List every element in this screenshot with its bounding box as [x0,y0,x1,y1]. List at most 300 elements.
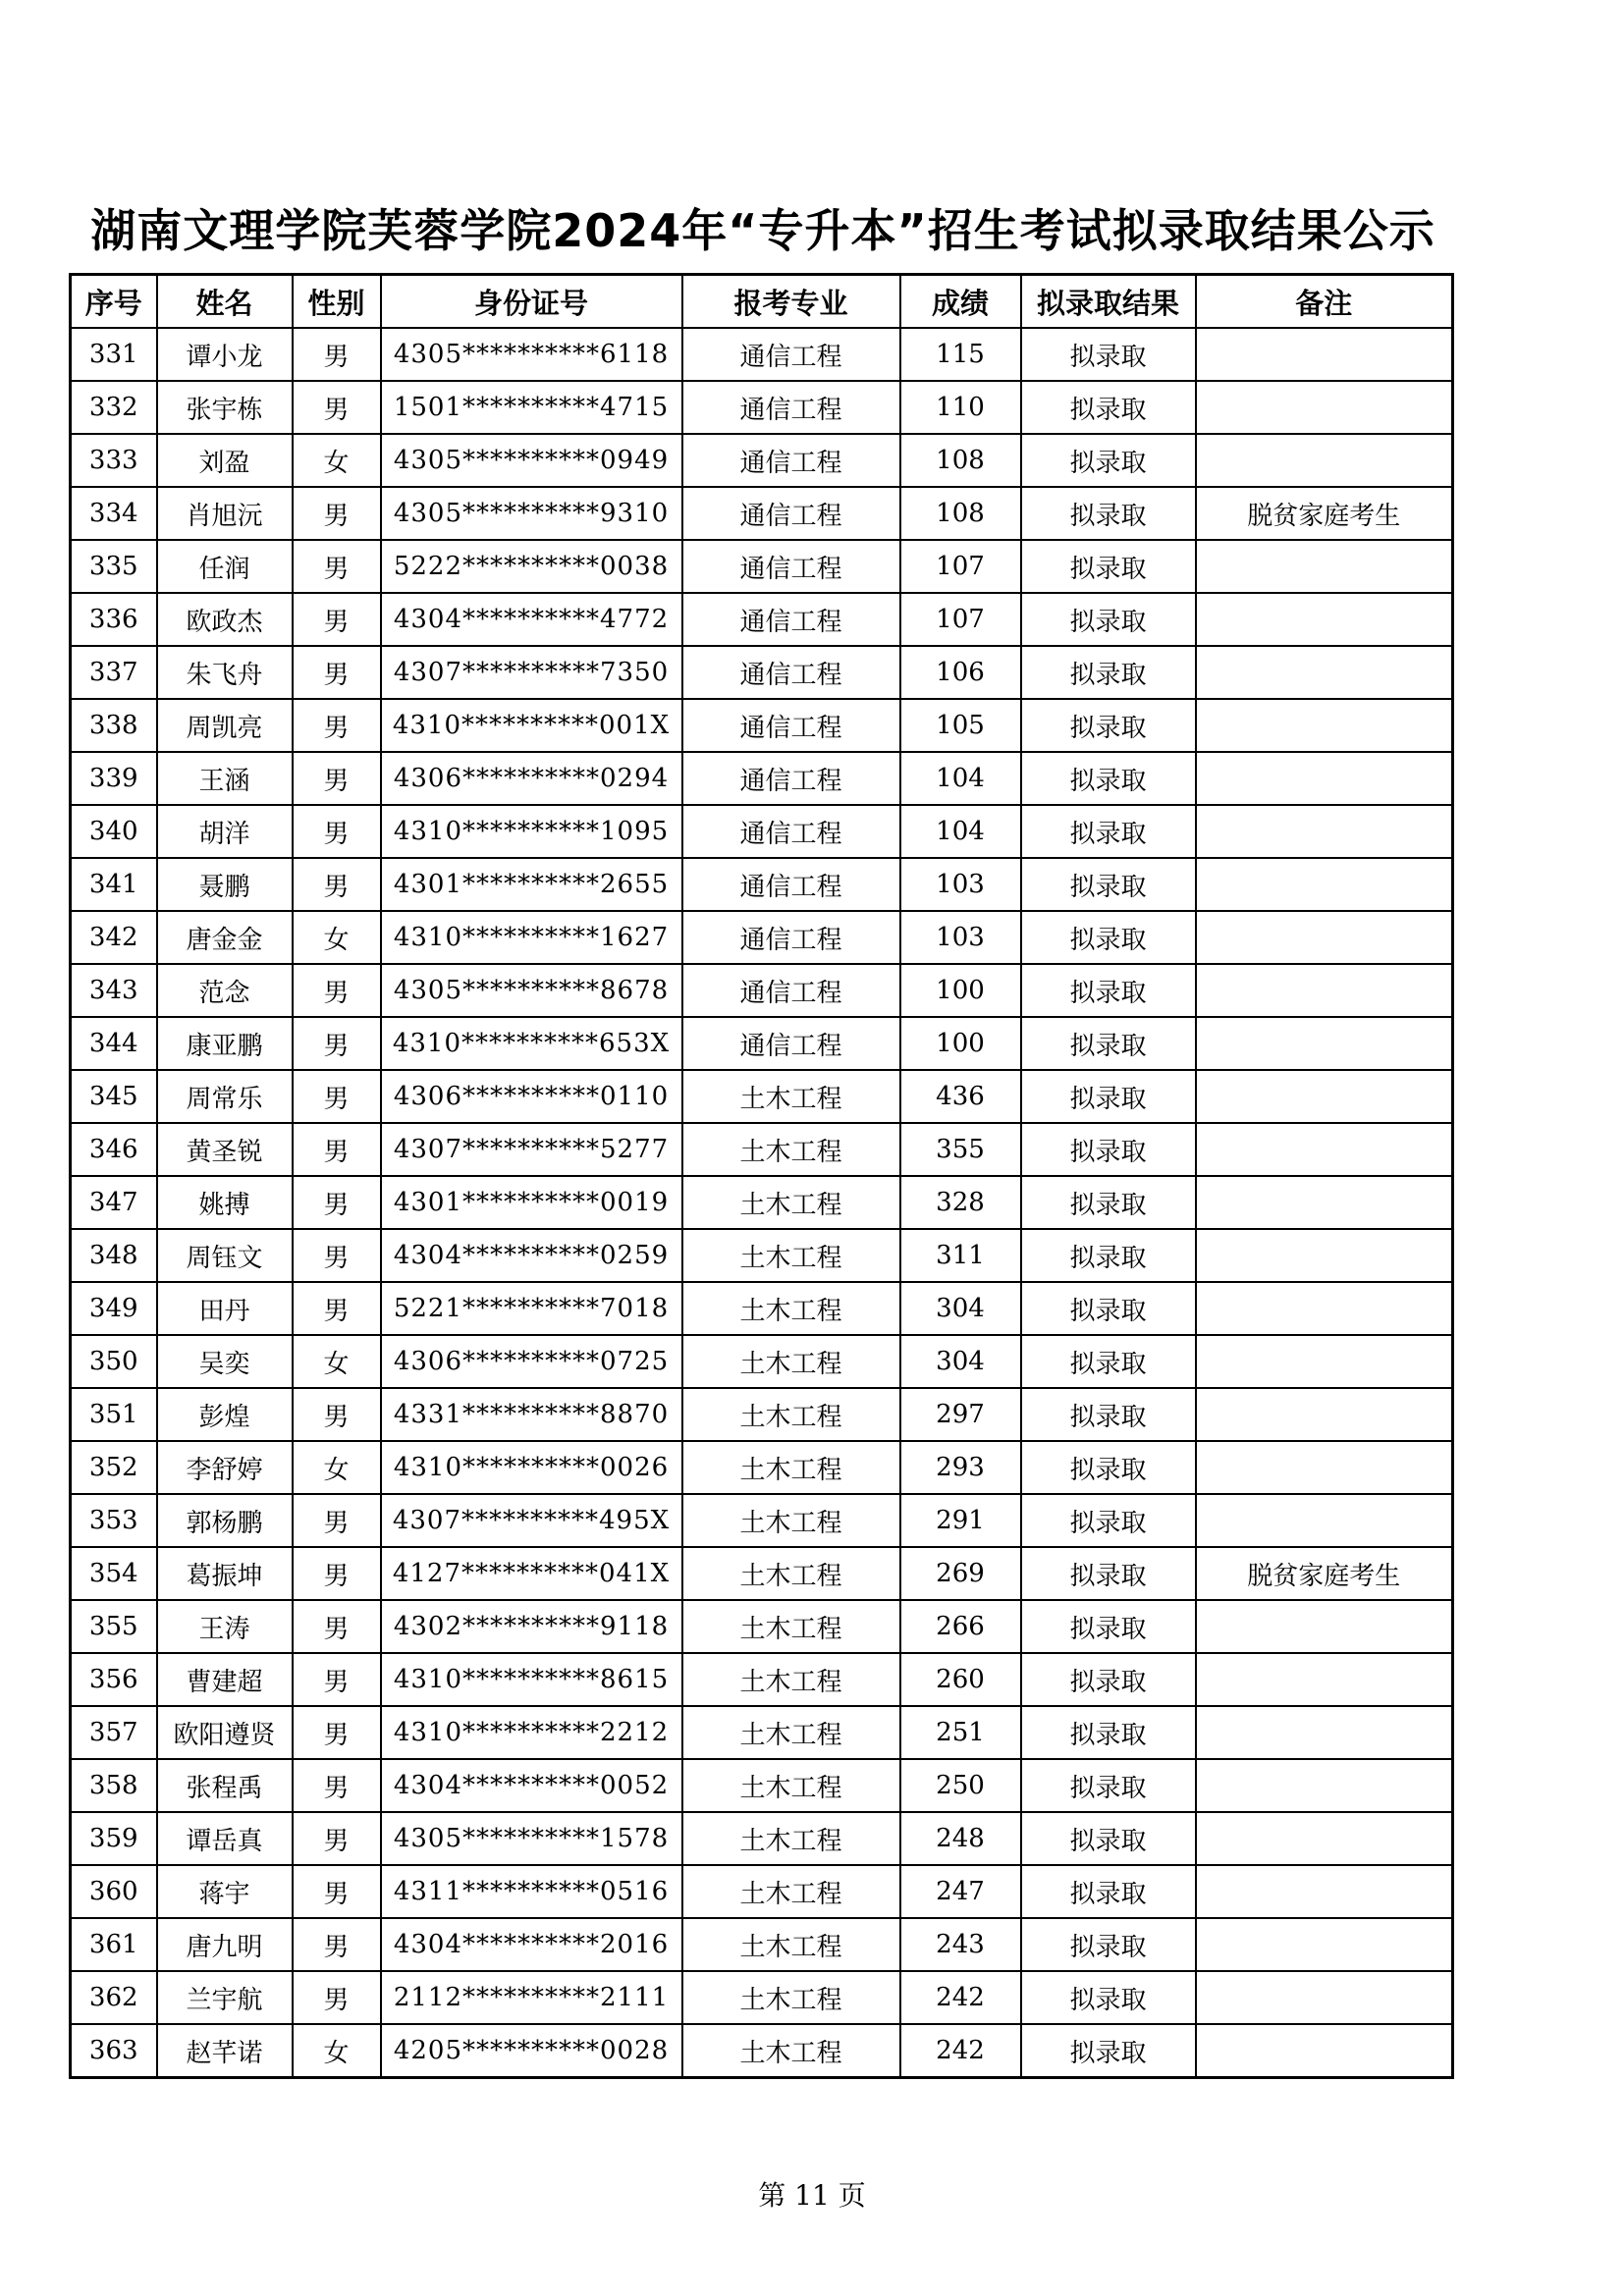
cell-number: 355 [71,1600,157,1653]
cell-note [1196,1441,1453,1494]
table-row [71,858,1453,911]
table-row [71,593,1453,646]
table-row [71,1918,1453,1971]
cell-note [1196,1812,1453,1865]
cell-id-number: 4310**********1627 [381,911,682,964]
cell-gender: 男 [293,487,381,540]
cell-major: 土木工程 [682,1653,900,1706]
cell-id-number: 4310**********0026 [381,1441,682,1494]
cell-name: 肖旭沅 [157,487,293,540]
cell-major: 通信工程 [682,964,900,1017]
cell-name: 张宇栋 [157,381,293,434]
cell-name: 聂鹏 [157,858,293,911]
cell-note [1196,540,1453,593]
cell-number: 353 [71,1494,157,1547]
cell-id-number: 4302**********9118 [381,1600,682,1653]
table-row [71,1229,1453,1282]
cell-score: 269 [900,1547,1021,1600]
cell-number: 344 [71,1017,157,1070]
cell-result: 拟录取 [1021,752,1196,805]
cell-note [1196,1388,1453,1441]
cell-result: 拟录取 [1021,1971,1196,2024]
cell-major: 土木工程 [682,1600,900,1653]
cell-gender: 男 [293,1388,381,1441]
cell-id-number: 5221**********7018 [381,1282,682,1335]
cell-score: 105 [900,699,1021,752]
cell-result: 拟录取 [1021,1706,1196,1759]
cell-name: 任润 [157,540,293,593]
cell-name: 刘盈 [157,434,293,487]
cell-number: 332 [71,381,157,434]
column-header: 序号 [71,275,157,329]
cell-result: 拟录取 [1021,964,1196,1017]
cell-major: 土木工程 [682,2024,900,2078]
cell-gender: 男 [293,858,381,911]
cell-note [1196,1176,1453,1229]
cell-gender: 男 [293,1653,381,1706]
cell-number: 335 [71,540,157,593]
cell-name: 唐九明 [157,1918,293,1971]
cell-gender: 女 [293,1441,381,1494]
cell-note [1196,1070,1453,1123]
cell-id-number: 5222**********0038 [381,540,682,593]
cell-id-number: 4311**********0516 [381,1865,682,1918]
cell-result: 拟录取 [1021,328,1196,381]
cell-result: 拟录取 [1021,646,1196,699]
cell-result: 拟录取 [1021,381,1196,434]
cell-gender: 男 [293,1282,381,1335]
cell-result: 拟录取 [1021,1812,1196,1865]
cell-number: 361 [71,1918,157,1971]
cell-major: 土木工程 [682,1971,900,2024]
cell-gender: 男 [293,805,381,858]
cell-number: 358 [71,1759,157,1812]
cell-score: 297 [900,1388,1021,1441]
cell-name: 彭煌 [157,1388,293,1441]
cell-result: 拟录取 [1021,1388,1196,1441]
table-row [71,1388,1453,1441]
cell-result: 拟录取 [1021,1017,1196,1070]
cell-note [1196,964,1453,1017]
cell-id-number: 4305**********8678 [381,964,682,1017]
cell-note [1196,646,1453,699]
cell-note [1196,1865,1453,1918]
cell-score: 100 [900,964,1021,1017]
column-header: 性别 [293,275,381,329]
cell-result: 拟录取 [1021,1123,1196,1176]
cell-id-number: 4305**********9310 [381,487,682,540]
table-row [71,1706,1453,1759]
table-row [71,1494,1453,1547]
cell-major: 土木工程 [682,1812,900,1865]
cell-score: 291 [900,1494,1021,1547]
cell-result: 拟录取 [1021,1282,1196,1335]
cell-major: 土木工程 [682,1441,900,1494]
cell-score: 247 [900,1865,1021,1918]
cell-score: 250 [900,1759,1021,1812]
cell-result: 拟录取 [1021,699,1196,752]
table-row [71,328,1453,381]
cell-note [1196,1600,1453,1653]
cell-gender: 女 [293,2024,381,2078]
cell-name: 范念 [157,964,293,1017]
page-number: 第 11 页 [758,2179,866,2212]
cell-id-number: 4310**********001X [381,699,682,752]
cell-major: 通信工程 [682,911,900,964]
cell-gender: 女 [293,1335,381,1388]
cell-name: 康亚鹏 [157,1017,293,1070]
table-row [71,1017,1453,1070]
cell-number: 333 [71,434,157,487]
cell-gender: 男 [293,1229,381,1282]
table-row [71,1812,1453,1865]
cell-name: 李舒婷 [157,1441,293,1494]
cell-note [1196,328,1453,381]
cell-note: 脱贫家庭考生 [1196,487,1453,540]
cell-name: 周钰文 [157,1229,293,1282]
cell-gender: 男 [293,1494,381,1547]
cell-score: 104 [900,805,1021,858]
cell-major: 通信工程 [682,858,900,911]
cell-gender: 男 [293,752,381,805]
cell-number: 334 [71,487,157,540]
table-row [71,1653,1453,1706]
table-row [71,805,1453,858]
cell-score: 104 [900,752,1021,805]
cell-major: 通信工程 [682,1017,900,1070]
cell-result: 拟录取 [1021,487,1196,540]
cell-note [1196,1123,1453,1176]
table-row [71,1123,1453,1176]
cell-major: 土木工程 [682,1547,900,1600]
table-row [71,2024,1453,2078]
cell-id-number: 4305**********1578 [381,1812,682,1865]
cell-name: 唐金金 [157,911,293,964]
cell-number: 350 [71,1335,157,1388]
cell-score: 242 [900,2024,1021,2078]
cell-id-number: 4307**********5277 [381,1123,682,1176]
cell-note [1196,1653,1453,1706]
cell-gender: 男 [293,1070,381,1123]
cell-note [1196,381,1453,434]
cell-gender: 男 [293,1176,381,1229]
cell-major: 土木工程 [682,1229,900,1282]
table-row [71,1070,1453,1123]
cell-note [1196,1335,1453,1388]
cell-number: 340 [71,805,157,858]
cell-major: 土木工程 [682,1494,900,1547]
table-row [71,699,1453,752]
cell-note [1196,1971,1453,2024]
table-row [71,1971,1453,2024]
table-row [71,911,1453,964]
table-row [71,1441,1453,1494]
cell-result: 拟录取 [1021,1494,1196,1547]
cell-note [1196,1494,1453,1547]
cell-number: 349 [71,1282,157,1335]
cell-score: 103 [900,858,1021,911]
cell-score: 110 [900,381,1021,434]
cell-id-number: 4305**********0949 [381,434,682,487]
cell-gender: 男 [293,1017,381,1070]
cell-number: 343 [71,964,157,1017]
cell-result: 拟录取 [1021,1229,1196,1282]
cell-number: 342 [71,911,157,964]
cell-name: 吴奕 [157,1335,293,1388]
cell-name: 胡洋 [157,805,293,858]
cell-note [1196,911,1453,964]
cell-gender: 男 [293,381,381,434]
cell-number: 347 [71,1176,157,1229]
cell-result: 拟录取 [1021,540,1196,593]
cell-gender: 女 [293,434,381,487]
cell-result: 拟录取 [1021,1918,1196,1971]
page-title: 湖南文理学院芙蓉学院2024年“专升本”招生考试拟录取结果公示 [90,204,1435,257]
table-row [71,1600,1453,1653]
cell-id-number: 4331**********8870 [381,1388,682,1441]
cell-major: 通信工程 [682,752,900,805]
cell-id-number: 4307**********495X [381,1494,682,1547]
cell-note [1196,434,1453,487]
table-row [71,381,1453,434]
cell-name: 张程禹 [157,1759,293,1812]
cell-note [1196,752,1453,805]
cell-number: 339 [71,752,157,805]
column-header: 身份证号 [381,275,682,329]
cell-name: 姚搏 [157,1176,293,1229]
cell-id-number: 2112**********2111 [381,1971,682,2024]
cell-result: 拟录取 [1021,1441,1196,1494]
cell-score: 311 [900,1229,1021,1282]
cell-gender: 男 [293,646,381,699]
cell-note [1196,1282,1453,1335]
cell-number: 357 [71,1706,157,1759]
cell-gender: 男 [293,1759,381,1812]
cell-name: 蒋宇 [157,1865,293,1918]
cell-gender: 男 [293,699,381,752]
cell-id-number: 4304**********2016 [381,1918,682,1971]
cell-number: 337 [71,646,157,699]
cell-name: 郭杨鹏 [157,1494,293,1547]
cell-note [1196,1759,1453,1812]
cell-number: 346 [71,1123,157,1176]
cell-id-number: 4310**********8615 [381,1653,682,1706]
cell-note: 脱贫家庭考生 [1196,1547,1453,1600]
table-row [71,964,1453,1017]
cell-id-number: 4205**********0028 [381,2024,682,2078]
cell-id-number: 4304**********4772 [381,593,682,646]
cell-score: 248 [900,1812,1021,1865]
cell-number: 362 [71,1971,157,2024]
cell-gender: 男 [293,1123,381,1176]
cell-note [1196,1706,1453,1759]
cell-score: 243 [900,1918,1021,1971]
table-header-row [71,275,1453,329]
cell-major: 通信工程 [682,805,900,858]
cell-id-number: 4127**********041X [381,1547,682,1600]
cell-note [1196,593,1453,646]
cell-id-number: 4301**********2655 [381,858,682,911]
table-row [71,540,1453,593]
cell-number: 338 [71,699,157,752]
cell-result: 拟录取 [1021,1653,1196,1706]
cell-gender: 男 [293,1865,381,1918]
cell-score: 328 [900,1176,1021,1229]
cell-gender: 女 [293,911,381,964]
cell-score: 103 [900,911,1021,964]
cell-id-number: 4306**********0110 [381,1070,682,1123]
cell-number: 348 [71,1229,157,1282]
cell-name: 王涛 [157,1600,293,1653]
cell-major: 土木工程 [682,1282,900,1335]
cell-id-number: 4310**********653X [381,1017,682,1070]
cell-score: 242 [900,1971,1021,2024]
cell-gender: 男 [293,964,381,1017]
results-table [69,273,1454,2079]
cell-score: 100 [900,1017,1021,1070]
cell-major: 通信工程 [682,434,900,487]
cell-major: 土木工程 [682,1865,900,1918]
cell-score: 108 [900,487,1021,540]
cell-result: 拟录取 [1021,1865,1196,1918]
cell-score: 304 [900,1282,1021,1335]
cell-note [1196,1918,1453,1971]
table-row [71,1282,1453,1335]
cell-result: 拟录取 [1021,434,1196,487]
cell-id-number: 4310**********2212 [381,1706,682,1759]
cell-major: 土木工程 [682,1123,900,1176]
cell-result: 拟录取 [1021,593,1196,646]
cell-name: 田丹 [157,1282,293,1335]
cell-major: 土木工程 [682,1070,900,1123]
table-row [71,1335,1453,1388]
cell-major: 土木工程 [682,1759,900,1812]
cell-major: 通信工程 [682,540,900,593]
cell-major: 土木工程 [682,1335,900,1388]
cell-name: 赵芊诺 [157,2024,293,2078]
table-row [71,434,1453,487]
cell-gender: 男 [293,1600,381,1653]
cell-score: 108 [900,434,1021,487]
cell-number: 331 [71,328,157,381]
table-row [71,1547,1453,1600]
cell-major: 土木工程 [682,1176,900,1229]
cell-number: 352 [71,1441,157,1494]
cell-number: 351 [71,1388,157,1441]
cell-id-number: 4306**********0725 [381,1335,682,1388]
cell-id-number: 4310**********1095 [381,805,682,858]
cell-name: 王涵 [157,752,293,805]
cell-id-number: 4301**********0019 [381,1176,682,1229]
cell-id-number: 4304**********0052 [381,1759,682,1812]
cell-major: 通信工程 [682,328,900,381]
column-header: 报考专业 [682,275,900,329]
cell-id-number: 4305**********6118 [381,328,682,381]
cell-result: 拟录取 [1021,1759,1196,1812]
table-row [71,646,1453,699]
cell-major: 土木工程 [682,1918,900,1971]
cell-name: 周凯亮 [157,699,293,752]
cell-number: 341 [71,858,157,911]
cell-score: 355 [900,1123,1021,1176]
cell-note [1196,805,1453,858]
cell-name: 曹建超 [157,1653,293,1706]
cell-gender: 男 [293,1547,381,1600]
cell-major: 土木工程 [682,1706,900,1759]
table-row [71,487,1453,540]
cell-gender: 男 [293,328,381,381]
cell-note [1196,699,1453,752]
cell-result: 拟录取 [1021,1070,1196,1123]
column-header: 姓名 [157,275,293,329]
cell-gender: 男 [293,540,381,593]
cell-result: 拟录取 [1021,858,1196,911]
cell-result: 拟录取 [1021,1547,1196,1600]
cell-result: 拟录取 [1021,911,1196,964]
cell-result: 拟录取 [1021,805,1196,858]
cell-major: 通信工程 [682,381,900,434]
table-row [71,1759,1453,1812]
cell-major: 通信工程 [682,487,900,540]
cell-score: 106 [900,646,1021,699]
cell-number: 336 [71,593,157,646]
cell-name: 周常乐 [157,1070,293,1123]
cell-number: 354 [71,1547,157,1600]
cell-major: 通信工程 [682,646,900,699]
cell-gender: 男 [293,1971,381,2024]
cell-score: 293 [900,1441,1021,1494]
cell-score: 260 [900,1653,1021,1706]
table-row [71,752,1453,805]
cell-number: 359 [71,1812,157,1865]
cell-name: 欧政杰 [157,593,293,646]
cell-id-number: 4307**********7350 [381,646,682,699]
cell-score: 436 [900,1070,1021,1123]
table-row [71,1865,1453,1918]
cell-score: 304 [900,1335,1021,1388]
cell-name: 葛振坤 [157,1547,293,1600]
cell-result: 拟录取 [1021,1176,1196,1229]
cell-note [1196,1017,1453,1070]
cell-id-number: 1501**********4715 [381,381,682,434]
cell-name: 黄圣锐 [157,1123,293,1176]
cell-name: 欧阳遵贤 [157,1706,293,1759]
column-header: 成绩 [900,275,1021,329]
cell-gender: 男 [293,1812,381,1865]
column-header: 备注 [1196,275,1453,329]
cell-name: 谭岳真 [157,1812,293,1865]
cell-name: 谭小龙 [157,328,293,381]
cell-number: 345 [71,1070,157,1123]
cell-note [1196,858,1453,911]
cell-score: 107 [900,593,1021,646]
cell-result: 拟录取 [1021,1335,1196,1388]
cell-gender: 男 [293,1706,381,1759]
cell-name: 朱飞舟 [157,646,293,699]
cell-major: 通信工程 [682,699,900,752]
cell-score: 251 [900,1706,1021,1759]
cell-major: 土木工程 [682,1388,900,1441]
cell-number: 363 [71,2024,157,2078]
cell-gender: 男 [293,1918,381,1971]
table-row [71,1176,1453,1229]
column-header: 拟录取结果 [1021,275,1196,329]
cell-id-number: 4306**********0294 [381,752,682,805]
cell-name: 兰宇航 [157,1971,293,2024]
cell-number: 360 [71,1865,157,1918]
cell-note [1196,2024,1453,2078]
cell-major: 通信工程 [682,593,900,646]
